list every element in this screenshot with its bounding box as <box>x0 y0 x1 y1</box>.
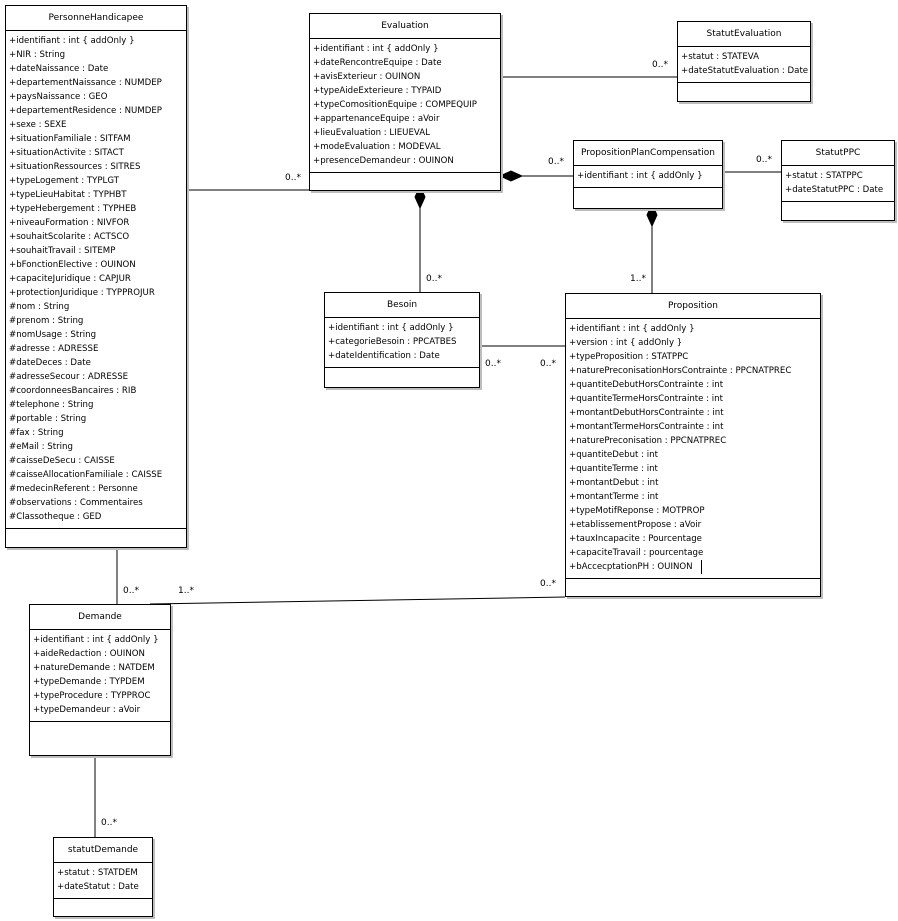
multiplicity-evaluation-ppc: 0..* <box>548 157 564 167</box>
class-propositionplancompensation[interactable] <box>573 140 723 209</box>
class-attribute[interactable] <box>9 272 186 286</box>
class-attribute[interactable] <box>9 454 186 468</box>
multiplicity-personne-evaluation: 0..* <box>285 173 301 183</box>
class-attribute[interactable] <box>569 406 820 420</box>
attribute-text: #caisseAllocationFamiliale : CAISSE <box>9 470 163 480</box>
class-attribute[interactable] <box>9 216 186 230</box>
attribute-text: #caisseDeSecu : CAISSE <box>9 456 115 466</box>
multiplicity-personne-demande: 0..* <box>123 586 139 596</box>
attribute-text: +quantiteDebutHorsContrainte : int <box>569 380 724 390</box>
attribute-text: #portable : String <box>9 414 87 424</box>
attribute-text: +montantDebutHorsContrainte : int <box>569 408 724 418</box>
attribute-text: +capaciteTravail : pourcentage <box>569 548 704 558</box>
attribute-text: +montantTermeHorsContrainte : int <box>569 422 724 432</box>
class-attribute[interactable] <box>9 34 186 48</box>
attribute-text: +souhaitScolarite : ACTSCO <box>9 232 130 242</box>
attribute-text: +typeMotifReponse : MOTPROP <box>569 506 705 516</box>
class-attribute[interactable] <box>9 412 186 426</box>
class-attribute[interactable] <box>9 426 186 440</box>
class-attribute[interactable] <box>9 48 186 62</box>
attribute-text: +categorieBesoin : PPCATBES <box>328 337 457 347</box>
multiplicity-demande-proposition-left: 1..* <box>178 586 194 596</box>
attribute-text: +souhaitTravail : SITEMP <box>9 246 116 256</box>
attribute-text: +quantiteTerme : int <box>569 464 658 474</box>
class-attribute[interactable] <box>9 174 186 188</box>
class-attribute[interactable] <box>9 160 186 174</box>
attribute-text: +statut : STATDEM <box>57 868 138 878</box>
class-evaluation[interactable] <box>309 13 501 191</box>
class-attribute[interactable] <box>9 146 186 160</box>
class-title: statutDemande <box>54 838 152 863</box>
attribute-text: +aideRedaction : OUINON <box>33 649 145 659</box>
class-statutppc[interactable] <box>781 140 895 221</box>
attribute-text: +protectionJuridique : TYPPROJUR <box>9 288 155 298</box>
class-attribute[interactable] <box>328 349 479 363</box>
multiplicity-besoin-proposition-right: 0..* <box>540 359 556 369</box>
class-attribute[interactable] <box>9 244 186 258</box>
class-demande[interactable] <box>29 604 171 756</box>
multiplicity-ppc-proposition: 1..* <box>630 274 646 284</box>
class-besoin[interactable] <box>324 292 480 388</box>
class-attribute[interactable] <box>33 675 170 689</box>
attribute-text: #nomUsage : String <box>9 330 97 340</box>
attribute-text: +typeHebergement : TYPHEB <box>9 204 137 214</box>
attribute-text: +naturePreconisation : PPCNATPREC <box>569 436 727 446</box>
attribute-text: +natureDemande : NATDEM <box>33 663 155 673</box>
class-attribute[interactable] <box>313 42 500 56</box>
class-attribute[interactable] <box>681 64 810 78</box>
multiplicity-demande-proposition-right: 0..* <box>540 579 556 589</box>
attribute-list <box>574 166 722 188</box>
multiplicity-evaluation-besoin: 0..* <box>426 274 442 284</box>
attribute-list <box>566 319 820 579</box>
multiplicity-ppc-statutppc: 0..* <box>756 155 772 165</box>
class-attribute[interactable] <box>569 420 820 434</box>
attribute-text: +niveauFormation : NIVFOR <box>9 218 130 228</box>
attribute-text: +typeDemandeur : aVoir <box>33 705 141 715</box>
attribute-text: +montantTerme : int <box>569 492 659 502</box>
class-attribute[interactable] <box>9 440 186 454</box>
attribute-text: +typeLogement : TYPLGT <box>9 176 119 186</box>
class-statutdemande[interactable] <box>53 837 153 917</box>
attribute-text: +identifiant : int { addOnly } <box>33 635 159 645</box>
class-attribute[interactable] <box>9 398 186 412</box>
class-attribute[interactable] <box>569 434 820 448</box>
class-title: PersonneHandicapee <box>6 6 186 31</box>
attribute-text: +avisExterieur : OUINON <box>313 72 421 82</box>
attribute-text: +dateStatut : Date <box>57 882 139 892</box>
attribute-text: +identifiant : int { addOnly } <box>577 171 703 181</box>
class-attribute[interactable] <box>9 202 186 216</box>
attribute-text: +identifiant : int { addOnly } <box>328 323 454 333</box>
attribute-text: +presenceDemandeur : OUINON <box>313 156 454 166</box>
composition-diamond-evaluation-ppc <box>500 171 522 181</box>
class-attribute[interactable] <box>569 336 820 350</box>
attribute-text: #eMail : String <box>9 442 73 452</box>
attribute-text: #nom : String <box>9 302 70 312</box>
class-attribute[interactable] <box>33 647 170 661</box>
attribute-text: +quantiteTermeHorsContrainte : int <box>569 394 724 404</box>
class-attribute[interactable] <box>313 84 500 98</box>
class-attribute[interactable] <box>313 154 500 168</box>
class-attribute[interactable] <box>785 183 894 197</box>
attribute-list <box>325 318 479 368</box>
class-attribute[interactable] <box>9 510 186 524</box>
attribute-list <box>54 863 152 899</box>
class-attribute[interactable] <box>313 56 500 70</box>
attribute-text: +typeProposition : STATPPC <box>569 352 689 362</box>
class-attribute[interactable] <box>9 76 186 90</box>
class-attribute[interactable] <box>9 90 186 104</box>
attribute-text: +quantiteDebut : int <box>569 450 658 460</box>
class-attribute[interactable] <box>9 286 186 300</box>
class-attribute[interactable] <box>9 258 186 272</box>
attribute-text: +typeAideExterieure : TYPAID <box>313 86 442 96</box>
class-attribute[interactable] <box>569 546 820 560</box>
attribute-text: +statut : STATEVA <box>681 52 759 62</box>
attribute-text: +paysNaissance : GEO <box>9 92 108 102</box>
multiplicity-besoin-proposition-left: 0..* <box>485 359 501 369</box>
attribute-text: +identifiant : int { addOnly } <box>313 44 439 54</box>
class-attribute[interactable] <box>9 384 186 398</box>
attribute-text: #dateDeces : Date <box>9 358 91 368</box>
class-attribute[interactable] <box>569 462 820 476</box>
attribute-text: +situationFamiliale : SITFAM <box>9 134 131 144</box>
class-attribute[interactable] <box>9 118 186 132</box>
class-attribute[interactable] <box>9 300 186 314</box>
attribute-text: +identifiant : int { addOnly } <box>569 324 695 334</box>
attribute-text: +typeLieuHabitat : TYPHBT <box>9 190 127 200</box>
class-attribute[interactable] <box>569 518 820 532</box>
attribute-text: +lieuEvaluation : LIEUEVAL <box>313 128 430 138</box>
attribute-list <box>678 47 810 83</box>
class-attribute[interactable] <box>569 392 820 406</box>
class-title: StatutEvaluation <box>678 22 810 47</box>
class-attribute[interactable] <box>9 342 186 356</box>
class-attribute[interactable] <box>9 314 186 328</box>
class-attribute[interactable] <box>569 476 820 490</box>
attribute-text: +NIR : String <box>9 50 66 60</box>
class-attribute[interactable] <box>9 328 186 342</box>
class-attribute[interactable] <box>681 50 810 64</box>
attribute-text: +situationRessources : SITRES <box>9 162 141 172</box>
class-attribute[interactable] <box>9 496 186 510</box>
class-attribute[interactable] <box>9 188 186 202</box>
class-title: Proposition <box>566 294 820 319</box>
class-attribute[interactable] <box>9 62 186 76</box>
class-attribute[interactable] <box>577 169 722 183</box>
class-attribute[interactable] <box>33 661 170 675</box>
class-attribute[interactable] <box>569 378 820 392</box>
attribute-list <box>310 39 500 173</box>
attribute-text: +typeComositionEquipe : COMPEQUIP <box>313 100 477 110</box>
class-attribute[interactable] <box>569 364 820 378</box>
class-attribute[interactable] <box>569 560 820 574</box>
class-attribute[interactable] <box>57 866 152 880</box>
class-title: PropositionPlanCompensation <box>574 141 722 166</box>
attribute-text: +bAccecptationPH : OUINON <box>569 560 701 574</box>
class-title: Demande <box>30 605 170 630</box>
class-title: StatutPPC <box>782 141 894 166</box>
class-attribute[interactable] <box>9 104 186 118</box>
attribute-text: +sexe : SEXE <box>9 120 67 130</box>
class-attribute[interactable] <box>313 98 500 112</box>
attribute-text: +dateStatutPPC : Date <box>785 185 884 195</box>
multiplicity-evaluation-statut: 0..* <box>652 60 668 70</box>
class-attribute[interactable] <box>785 169 894 183</box>
class-proposition[interactable] <box>565 293 821 597</box>
class-attribute[interactable] <box>569 532 820 546</box>
attribute-text: +dateStatutEvaluation : Date <box>681 66 809 76</box>
attribute-text: +typeProcedure : TYPPROC <box>33 691 151 701</box>
attribute-text: +dateNaissance : Date <box>9 64 109 74</box>
multiplicity-demande-statut: 0..* <box>101 818 117 828</box>
attribute-text: +montantDebut : int <box>569 478 659 488</box>
class-personnehandicapee[interactable] <box>5 5 187 548</box>
class-attribute[interactable] <box>569 322 820 336</box>
class-attribute[interactable] <box>313 126 500 140</box>
attribute-text: +appartenanceEquipe : aVoir <box>313 114 440 124</box>
class-attribute[interactable] <box>569 448 820 462</box>
attribute-text: +departementNaissance : NUMDEP <box>9 78 162 88</box>
attribute-text: +situationActivite : SITACT <box>9 148 124 158</box>
class-attribute[interactable] <box>569 504 820 518</box>
attribute-text: #fax : String <box>9 428 64 438</box>
attribute-text: +modeEvaluation : MODEVAL <box>313 142 441 152</box>
class-attribute[interactable] <box>33 703 170 717</box>
class-attribute[interactable] <box>328 335 479 349</box>
attribute-text: +departementResidence : NUMDEP <box>9 106 162 116</box>
class-attribute[interactable] <box>313 112 500 126</box>
attribute-text: +identifiant : int { addOnly } <box>9 36 135 46</box>
attribute-text: +version : int { addOnly } <box>569 338 683 348</box>
class-attribute[interactable] <box>33 633 170 647</box>
attribute-text: #adresse : ADRESSE <box>9 344 99 354</box>
class-attribute[interactable] <box>9 468 186 482</box>
attribute-text: +bFonctionElective : OUINON <box>9 260 136 270</box>
class-attribute[interactable] <box>9 132 186 146</box>
attribute-text: +naturePreconisationHorsContrainte : PPCNATPREC <box>569 366 792 376</box>
attribute-list <box>782 166 894 202</box>
class-title: Evaluation <box>310 14 500 39</box>
attribute-text: #prenom : String <box>9 316 84 326</box>
class-attribute[interactable] <box>33 689 170 703</box>
class-attribute[interactable] <box>9 482 186 496</box>
class-title: Besoin <box>325 293 479 318</box>
attribute-text: +tauxIncapacite : Pourcentage <box>569 534 702 544</box>
attribute-text: +typeDemande : TYPDEM <box>33 677 145 687</box>
attribute-list <box>30 630 170 722</box>
attribute-text: #telephone : String <box>9 400 94 410</box>
class-attribute[interactable] <box>9 230 186 244</box>
attribute-text: #medecinReferent : Personne <box>9 484 138 494</box>
attribute-list <box>6 31 186 529</box>
attribute-text: #Classotheque : GED <box>9 512 102 522</box>
attribute-text: +capaciteJuridique : CAPJUR <box>9 274 131 284</box>
assoc-demande-proposition <box>150 597 565 604</box>
attribute-text: +statut : STATPPC <box>785 171 863 181</box>
class-attribute[interactable] <box>569 490 820 504</box>
class-attribute[interactable] <box>313 140 500 154</box>
class-attribute[interactable] <box>313 70 500 84</box>
class-attribute[interactable] <box>569 350 820 364</box>
attribute-text: #observations : Commentaires <box>9 498 143 508</box>
attribute-text: +etablissementPropose : aVoir <box>569 520 702 530</box>
attribute-text: +dateIdentification : Date <box>328 351 440 361</box>
class-statutevaluation[interactable] <box>677 21 811 102</box>
attribute-text: +dateRencontreEquipe : Date <box>313 58 442 68</box>
class-attribute[interactable] <box>9 356 186 370</box>
class-attribute[interactable] <box>57 880 152 894</box>
class-attribute[interactable] <box>9 370 186 384</box>
class-attribute[interactable] <box>328 321 479 335</box>
attribute-text: #adresseSecour : ADRESSE <box>9 372 129 382</box>
attribute-text: #coordonneesBancaires : RIB <box>9 386 137 396</box>
